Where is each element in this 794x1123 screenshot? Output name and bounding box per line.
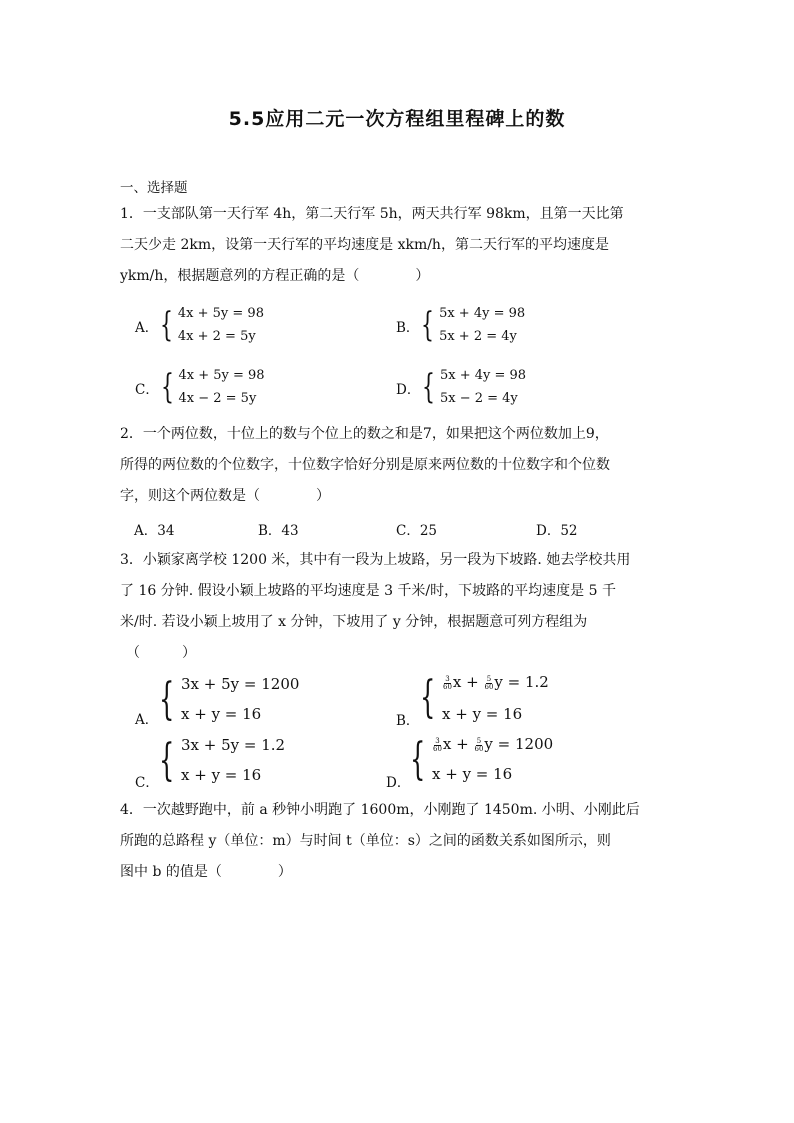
fraction: $\frac{5}{60}$ [484,674,494,691]
brace-icon: { [420,672,436,723]
option-label: A． [135,320,159,336]
brace-icon: { [159,674,175,725]
q2-option-a[interactable]: A．34 [134,523,175,539]
question-1-line: ykm/h，根据题意列的方程正确的是（ ） [120,268,430,284]
equation: 5x − 2 = 4y [439,391,518,406]
question-2-line: 字，则这个两位数是（ ） [120,488,330,504]
fraction: $\frac{3}{60}$ [443,674,452,691]
question-4-line: 4．一次越野跑中，前 a 秒钟小明跑了 1600m，小刚跑了 1450m. 小明、小刚此后 [120,802,640,818]
option-label: B． [396,320,420,336]
fraction: $\frac{3}{60}$ [433,736,442,753]
equation: $\frac{3}{60}$ x + $\frac{5}{60}$ y = 1.2 [443,673,549,691]
option-label: C． [135,775,159,791]
q2-option-c[interactable]: C．25 [396,523,438,539]
equation: x + y = 16 [442,705,523,723]
brace-icon: { [160,367,174,407]
option-label: D． [386,775,411,791]
equation: 5x + 4y = 98 [439,306,526,321]
equation: 4x + 2 = 5y [177,329,256,344]
equation: 3x + 5y = 1200 [181,675,300,693]
equation: 4x + 5y = 98 [178,368,265,383]
question-4-line: 所跑的总路程 y（单位：m）与时间 t（单位：s）之间的函数关系如图所示，则 [120,833,611,849]
brace-icon: { [410,734,426,785]
equation: 3x + 5y = 1.2 [181,736,286,754]
q2-option-b[interactable]: B．43 [258,523,299,539]
option-label: A． [135,712,159,728]
section-heading: 一、选择题 [120,180,188,196]
equation: 5x + 2 = 4y [439,329,517,344]
question-1 [120,199,680,292]
equation: 4x + 5y = 98 [177,306,264,321]
brace-icon: { [422,367,436,407]
equation: x + y = 16 [181,705,262,723]
question-1-line: 1．一支部队第一天行军 4h，第二天行军 5h，两天共行军 98km，且第一天比第 [120,206,624,222]
option-label: C． [135,382,159,398]
question-2 [120,419,680,512]
option-label: B． [396,713,420,729]
option-label: D． [396,382,421,398]
fraction: $\frac{5}{60}$ [474,736,484,753]
question-4 [120,795,680,888]
question-3-line: 3．小颖家离学校 1200 米，其中有一段为上坡路，另一段为下坡路. 她去学校共用 [120,552,631,568]
question-2-line: 所得的两位数的个位数字，十位数字恰好分别是原来两位数的十位数字和个位数 [120,457,610,473]
question-3 [120,545,680,669]
q2-option-d[interactable]: D．52 [536,523,578,539]
equation: x + y = 16 [181,766,262,784]
brace-icon: { [160,305,174,345]
question-3-line: 了 16 分钟. 假设小颖上坡路的平均速度是 3 千米/时，下坡路的平均速度是 5 千 [120,583,616,599]
equation: x + y = 16 [432,765,513,783]
brace-icon: { [421,305,435,345]
equation: 5x + 4y = 98 [439,368,527,383]
question-3-line: （ ） [126,645,196,661]
page-title: 5.5应用二元一次方程组里程碑上的数 [228,108,566,130]
question-1-line: 二天少走 2km，设第一天行军的平均速度是 xkm/h，第二天行军的平均速度是 [120,237,609,253]
question-4-line: 图中 b 的值是（ ） [120,864,292,880]
equation: 4x − 2 = 5y [178,391,257,406]
brace-icon: { [159,735,175,786]
question-2-line: 2．一个两位数，十位上的数与个位上的数之和是7，如果把这个两位数加上9， [120,426,609,442]
question-3-line: 米/时. 若设小颖上坡用了 x 分钟，下坡用了 y 分钟，根据题意可列方程组为 [120,614,588,630]
equation: $\frac{3}{60}$ x + $\frac{5}{60}$ y = 1200 [433,735,554,753]
